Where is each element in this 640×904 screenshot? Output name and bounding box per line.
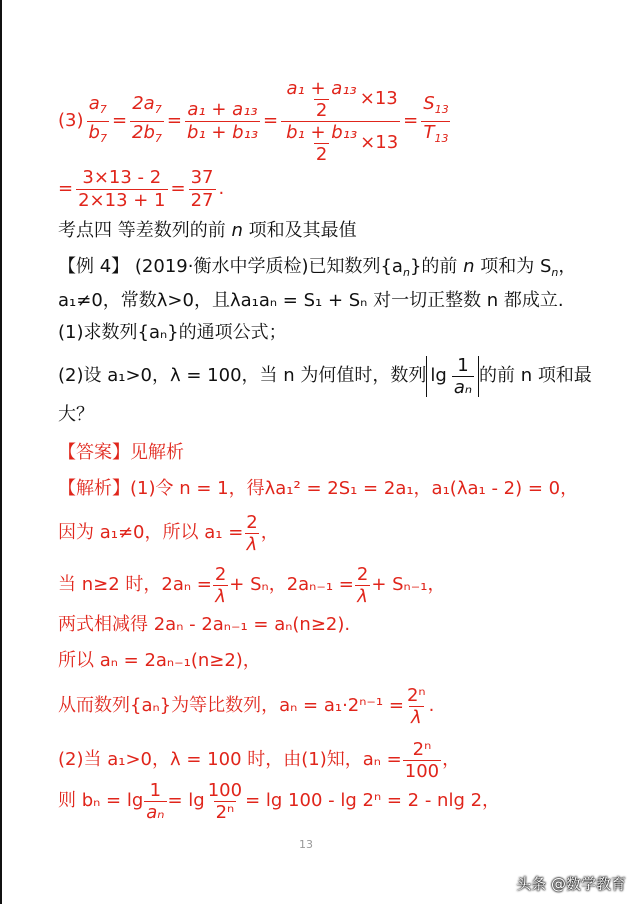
lg-sequence-bracket: lg $\frac{1}{\text{aₙ}}$ xyxy=(426,356,479,397)
result-line: = $\frac{3\times 13 - 2}{2\times 13 + 1}$ = $\frac{37}{27}$ . xyxy=(58,166,225,211)
solution-line-5: 所以 aₙ = 2aₙ₋₁(n≥2)， xyxy=(58,650,261,671)
part3-label: (3) xyxy=(58,110,84,131)
answer-label: 【答案】见解析 xyxy=(58,442,184,463)
solution-line-7: (2)当 a₁>0，λ = 100 时，由(1)知，aₙ = $\frac{\text{2ⁿ}}{100}$ ， xyxy=(58,738,461,782)
watermark-text: 头条 @数学教育 xyxy=(516,875,626,893)
solution-line-2: 因为 a₁≠0，所以 a₁ = $\frac{2}{\lambda}$ ， xyxy=(58,511,279,555)
s13-over-t13: $\frac{S_{13}}{T_{13}}$ xyxy=(421,94,450,149)
example-question-2: (2)设 a₁>0，λ = 100，当 n 为何值时，数列 lg $\frac{1}{\text{aₙ}}$ 的前 n 项和最 xyxy=(58,354,592,398)
part3-equation: (3) $\frac{a_7}{b_7}$ = $\frac{2a_7}{2b_7}$ = $\frac{\text{a₁ + a₁₃}}{\text{b₁ + b₁₃}}$ = $\frac{\text{a₁ + a₁₃}}{2}$ ×13 $\frac{\text{b₁ + b₁₃}}{2}$ ×13 = $\frac{S_{13}}{T_{13}}$ xyxy=(58,77,449,165)
solution-line-6: 从而数列{aₙ}为等比数列，aₙ = a₁·2ⁿ⁻¹ = $\frac{\text{2ⁿ}}{\lambda}$ . xyxy=(58,684,435,728)
section-heading: 考点四 等差数列的前 n 项和及其最值 xyxy=(58,220,357,241)
a7-over-b7: $\frac{a_7}{b_7}$ xyxy=(87,94,109,149)
solution-line-8: 则 bₙ = lg $\frac{1}{\text{aₙ}}$ = lg $\frac{100}{\text{2ⁿ}}$ = lg 100 - lg 2ⁿ = 2 - nlg 2， xyxy=(58,779,501,823)
solution-line-3: 当 n≥2 时，2aₙ = $\frac{2}{\lambda}$ + Sₙ，2aₙ₋₁ = $\frac{2}{\lambda}$ + Sₙ₋₁， xyxy=(58,563,446,607)
example-line-2: a₁≠0，常数λ>0，且λa₁aₙ = S₁ + Sₙ 对一切正整数 n 都成立. xyxy=(58,290,564,311)
2a7-over-2b7: $\frac{2a_7}{2b_7}$ xyxy=(130,94,164,149)
solution-line-1: 【解析】(1)令 n = 1，得λa₁² = 2S₁ = 2a₁，a₁(λa₁ - 2) = 0， xyxy=(58,478,579,499)
answer-fraction: $\frac{37}{27}$ xyxy=(190,166,214,211)
page-number: 13 xyxy=(299,838,313,851)
result-fraction: $\frac{3\times 13 - 2}{2\times 13 + 1}$ xyxy=(78,166,166,211)
compound-fraction: $\frac{\text{a₁ + a₁₃}}{2}$ ×13 $\frac{\text{b₁ + b₁₃}}{2}$ ×13 xyxy=(281,79,400,164)
sum-a-over-sum-b: $\frac{\text{a₁ + a₁₃}}{\text{b₁ + b₁₃}}$ xyxy=(187,98,259,143)
example-question-2-end: 大？ xyxy=(58,404,94,425)
solution-line-4: 两式相减得 2aₙ - 2aₙ₋₁ = aₙ(n≥2). xyxy=(58,614,351,635)
example-line-1: 【例 4】 (2019·衡水中学质检)已知数列$\{a_n\}$的前 n 项和为 $S_n$， xyxy=(58,256,577,279)
example-question-1: (1)求数列{aₙ}的通项公式； xyxy=(58,322,287,343)
